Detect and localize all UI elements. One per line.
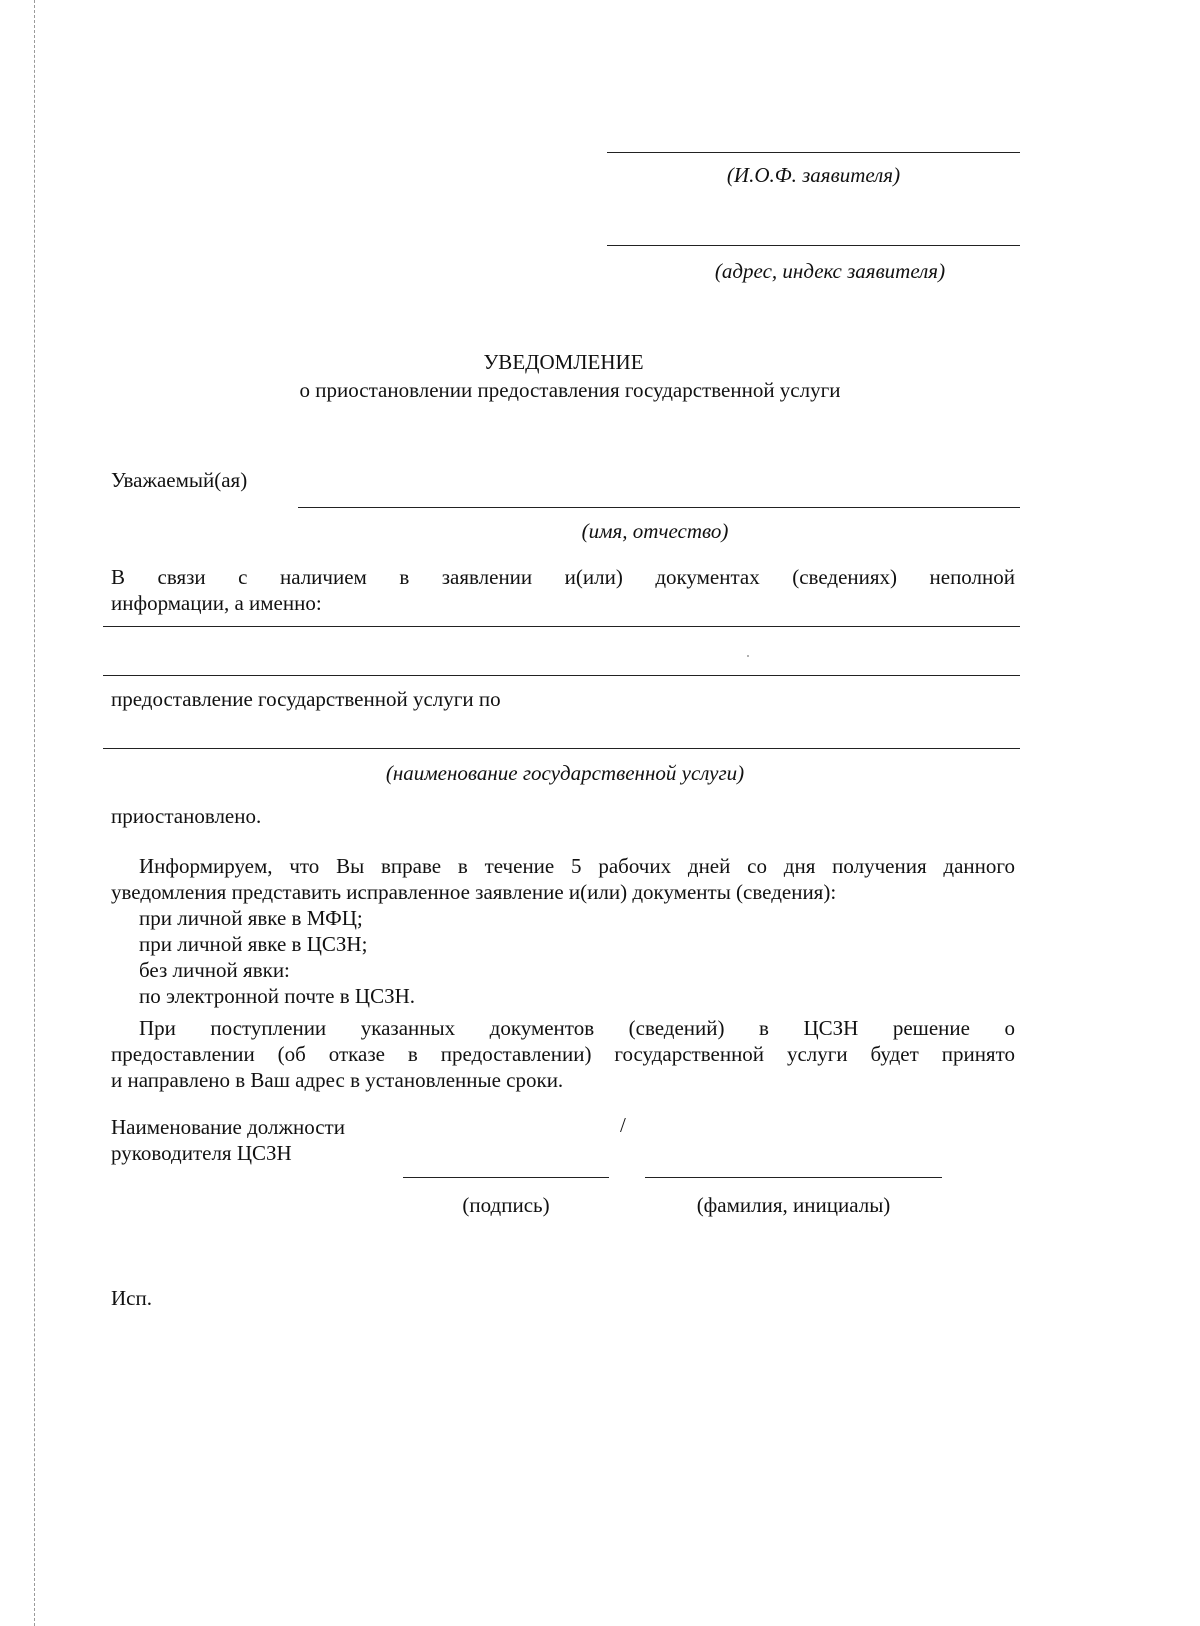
- service-name-line: [103, 748, 1020, 749]
- reason-blank-line-2: [103, 675, 1020, 676]
- final-line-1: При поступлении указанных документов (сведений) в ЦСЗН решение о: [139, 1016, 1015, 1040]
- option-cszn: при личной явке в ЦСЗН;: [139, 932, 368, 956]
- greeting-name-line: [298, 507, 1020, 508]
- document-subtitle: о приостановлении предоставления государственной услуги: [299, 378, 841, 402]
- greeting-name-caption: (имя, отчество): [581, 519, 729, 543]
- info-line-1: Информируем, что Вы вправе в течение 5 рабочих дней со дня получения данного: [139, 854, 1015, 878]
- name-caption: (фамилия, инициалы): [696, 1193, 891, 1217]
- option-mfc: при личной явке в МФЦ;: [139, 906, 363, 930]
- applicant-address-line: [607, 245, 1020, 246]
- executor-label: Исп.: [111, 1286, 152, 1310]
- document-title: УВЕДОМЛЕНИЕ: [483, 350, 644, 374]
- final-line-2: предоставлении (об отказе в предоставлении) государственной услуги будет принято: [111, 1042, 1015, 1066]
- final-line-3: и направлено в Ваш адрес в установленные сроки.: [111, 1068, 564, 1092]
- position-line-1: Наименование должности: [111, 1115, 345, 1139]
- reason-blank-line-1: [103, 626, 1020, 627]
- option-remote: без личной явки:: [139, 958, 290, 982]
- option-email: по электронной почте в ЦСЗН.: [139, 984, 416, 1008]
- greeting-label: Уважаемый(ая): [111, 468, 248, 492]
- signature-caption: (подпись): [462, 1193, 550, 1217]
- info-line-2: уведомления представить исправленное заявление и(или) документы (сведения):: [111, 880, 837, 904]
- reason-line-2: информации, а именно:: [111, 591, 322, 615]
- reason-line-1: В связи с наличием в заявлении и(или) документах (сведениях) неполной: [111, 565, 1015, 589]
- applicant-name-line: [607, 152, 1020, 153]
- signature-separator: /: [620, 1113, 626, 1137]
- applicant-address-caption: (адрес, индекс заявителя): [714, 259, 946, 283]
- surname-line: [645, 1177, 942, 1178]
- suspended-text: приостановлено.: [111, 804, 262, 828]
- position-line-2: руководителя ЦСЗН: [111, 1141, 292, 1165]
- service-label: предоставление государственной услуги по: [111, 687, 501, 711]
- signature-line: [403, 1177, 609, 1178]
- applicant-name-caption: (И.О.Ф. заявителя): [726, 163, 901, 187]
- scan-speck: [747, 655, 749, 657]
- scan-edge-line: [34, 0, 35, 1626]
- service-name-caption: (наименование государственной услуги): [385, 761, 745, 785]
